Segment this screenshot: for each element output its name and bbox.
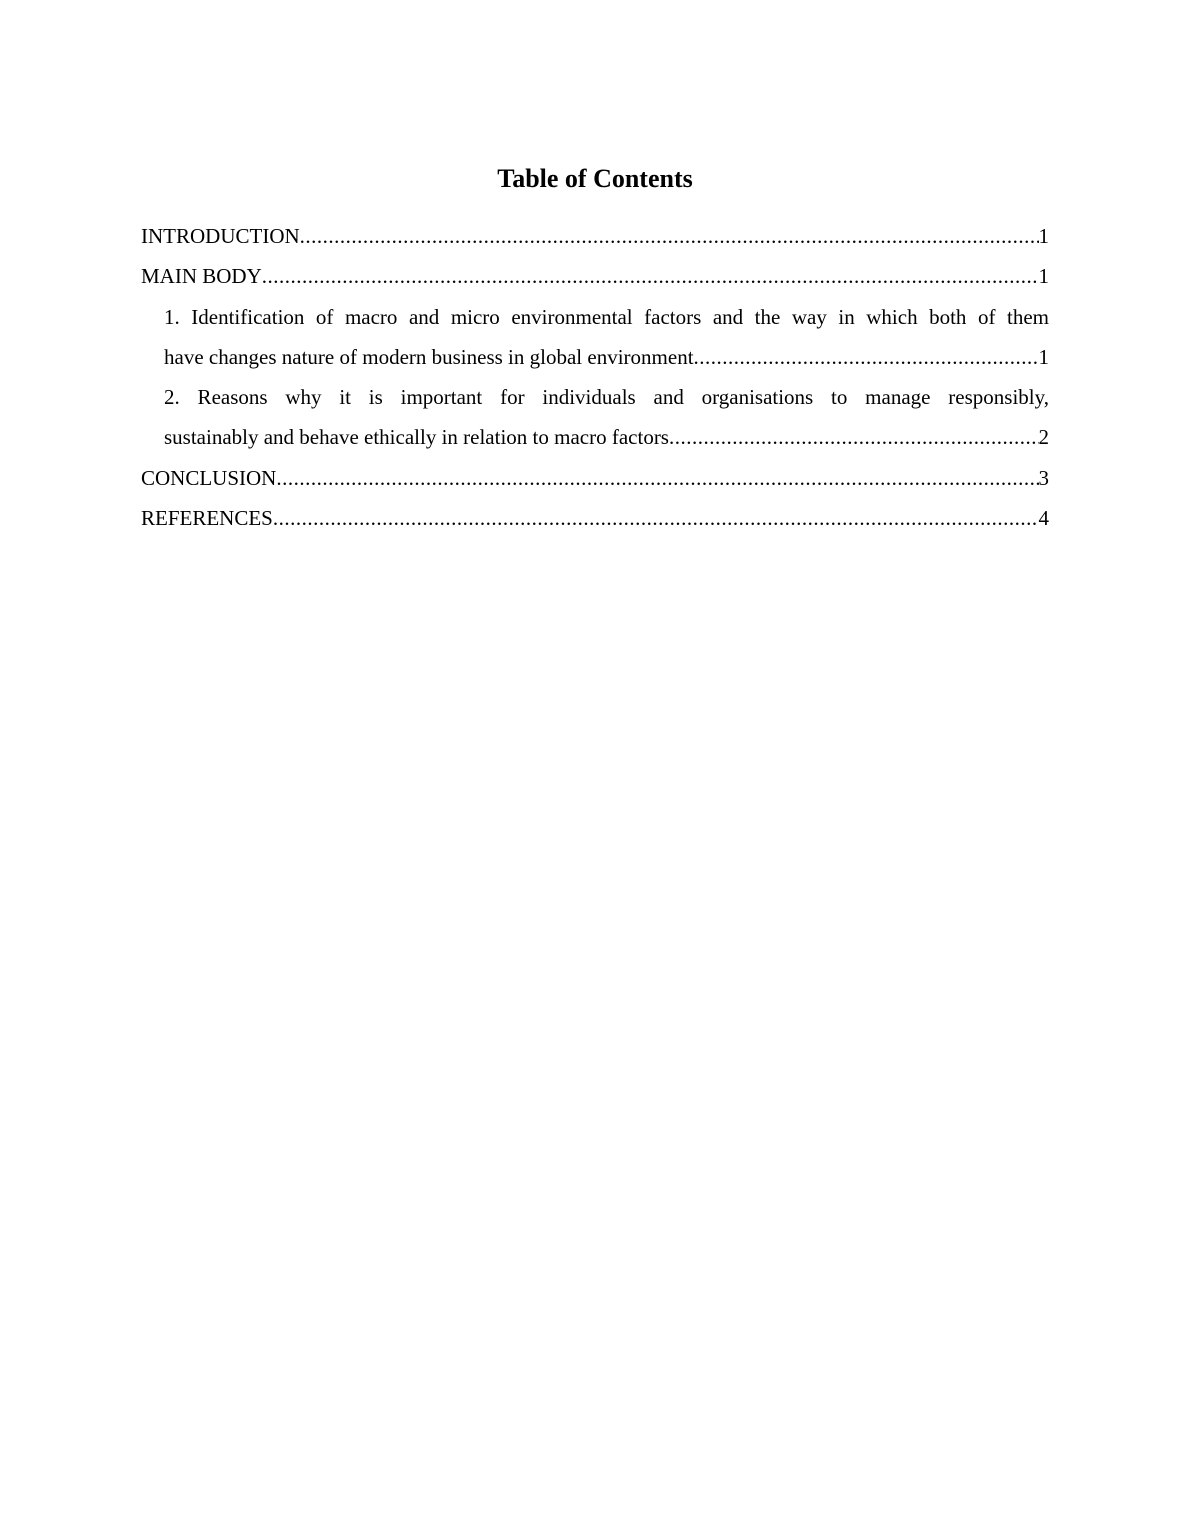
dot-leader bbox=[300, 216, 1039, 256]
toc-page-number: 4 bbox=[1038, 506, 1049, 531]
dot-leader bbox=[262, 256, 1039, 296]
dot-leader bbox=[273, 498, 1039, 538]
toc-entry-label: MAIN BODY bbox=[141, 264, 262, 289]
toc-entry-label: INTRODUCTION bbox=[141, 224, 300, 248]
toc-entry-label: CONCLUSION bbox=[141, 465, 277, 490]
toc-page-number: 1 bbox=[1038, 224, 1049, 248]
toc-page-number: 3 bbox=[1038, 465, 1049, 490]
dot-leader bbox=[276, 458, 1038, 498]
toc-page-number: 1 bbox=[1038, 264, 1049, 289]
toc-entry-section-1[interactable] bbox=[141, 297, 1049, 378]
toc-entry-references[interactable] bbox=[141, 498, 1049, 538]
dot-leader bbox=[694, 337, 1039, 377]
dot-leader bbox=[669, 417, 1039, 457]
toc-entry-main-body[interactable] bbox=[141, 256, 1049, 296]
toc-entry-label-line1: 2. Reasons why it is important for individuals and organisations to manage responsibly, bbox=[164, 385, 1049, 410]
toc-title: Table of Contents bbox=[497, 164, 693, 193]
toc-entry-label: REFERENCES bbox=[141, 506, 273, 531]
toc-entry-label-line2: sustainably and behave ethically in relation to macro factors bbox=[164, 425, 669, 450]
table-of-contents bbox=[141, 216, 1049, 538]
toc-entry-conclusion[interactable] bbox=[141, 458, 1049, 498]
toc-page-number: 2 bbox=[1038, 425, 1049, 450]
toc-entry-label-line2: have changes nature of modern business in global environment bbox=[164, 344, 694, 369]
toc-entry-introduction[interactable] bbox=[141, 216, 1049, 256]
toc-page-number: 1 bbox=[1038, 344, 1049, 369]
toc-entry-section-2[interactable] bbox=[141, 377, 1049, 458]
toc-entry-label-line1: 1. Identification of macro and micro environmental factors and the way in which both of them bbox=[164, 304, 1049, 329]
